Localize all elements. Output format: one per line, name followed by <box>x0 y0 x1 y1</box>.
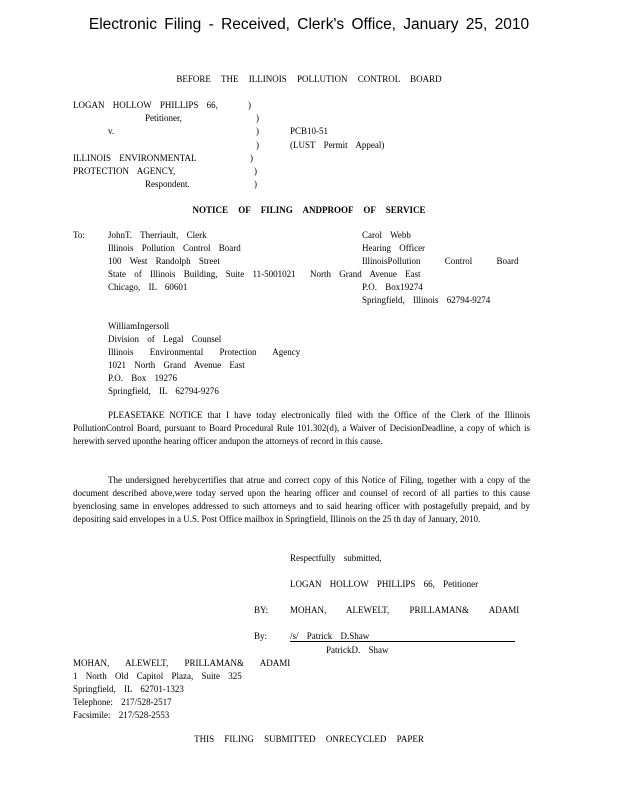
addressee-3-line: Illinois Environmental Protection Agency <box>108 347 301 357</box>
addressee-3-line: Division of Legal Counsel <box>108 334 222 344</box>
case-number: PCB10-51 <box>290 126 329 136</box>
party-name: LOGAN HOLLOW PHILLIPS 66, Petitioner <box>290 579 479 589</box>
addressee-3-line: Springfield, IL 62794-9276 <box>108 386 219 396</box>
addressee-2-line: Springfield, Illinois 62794-9274 <box>362 295 491 305</box>
respondent-name-1: ILLINOIS ENVIRONMENTAL <box>73 153 197 163</box>
footer-note: THIS FILING SUBMITTED ONRECYCLED PAPER <box>194 734 424 744</box>
respondent-name-2: PROTECTION AGENCY, <box>73 166 176 176</box>
petitioner-name: LOGAN HOLLOW PHILLIPS 66, <box>73 100 218 110</box>
addressee-2-line: IllinoisPollution Control Board <box>362 256 519 266</box>
caption-paren: ) <box>256 113 259 123</box>
addressee-1-line: 100 West Randolph Street <box>108 256 220 266</box>
caption-paren: ) <box>254 179 257 189</box>
court-title: BEFORE THE ILLINOIS POLLUTION CONTROL BOARD <box>176 74 442 84</box>
signature-line <box>290 641 515 642</box>
addressee-3-line: 1021 North Grand Avenue East <box>108 360 245 370</box>
to-label: To: <box>73 230 85 240</box>
addressee-3-line: P.O. Box 19276 <box>108 373 178 383</box>
addressee-1-line: Illinois Pollution Control Board <box>108 243 241 253</box>
notice-paragraph: PLEASETAKE NOTICE that I have today electronically filed with the Office of the Clerk of the Illinois PollutionControl Board, pursuant to Board Procedural Rule 101.302(d), a Waiver of DecisionDeadline, a copy of which is herewith served uponthe hearing officer andupon the attorneys of record in this cause. <box>73 410 530 446</box>
addressee-1-tail: North Grand Avenue East <box>310 269 421 279</box>
by-label: BY: <box>254 605 269 615</box>
firm-block-line: Telephone: 217/528-2517 <box>73 697 172 707</box>
addressee-3-line: WilliamIngersoll <box>108 321 170 331</box>
versus: v. <box>108 126 115 136</box>
addressee-1-line: JohnT. Therriault, Clerk <box>108 230 207 240</box>
filing-stamp: Electronic Filing - Received, Clerk's Office, January 25, 2010 <box>88 16 530 33</box>
caption-paren: ) <box>248 100 251 110</box>
notice-title: NOTICE OF FILING ANDPROOF OF SERVICE <box>192 205 426 215</box>
caption-paren: ) <box>256 140 259 150</box>
by-label-2: By: <box>254 631 268 641</box>
respondent-role: Respondent. <box>145 179 190 189</box>
certification-paragraph: The undersigned herebycertifies that atrue and correct copy of this Notice of Filing, together with a copy of the document described above,were today served upon the hearing officer and counsel of record of all parties to this cause byenclosing same in envelopes addressed to such attorneys and to said hearing officer with postagefully prepaid, and by depositing said envelopes in a U.S. Post Office mailbox in Springfield, Illinois on the 25 th day of January, 2010. <box>73 475 530 524</box>
caption-paren: ) <box>250 153 253 163</box>
closing: Respectfully submitted, <box>290 553 382 563</box>
addressee-2-line: Hearing Officer <box>362 243 426 253</box>
firm-block-line: Springfield, IL 62701-1323 <box>73 684 184 694</box>
caption-paren: ) <box>254 166 257 176</box>
addressee-1-line: State of Illinois Building, Suite 11-5001021 <box>108 269 296 279</box>
firm-block-line: Facsimile: 217/528-2553 <box>73 710 170 720</box>
firm-block-line: 1 North Old Capitol Plaza, Suite 325 <box>73 671 242 681</box>
electronic-signature: /s/ Patrick D.Shaw <box>290 631 370 641</box>
addressee-2-line: Carol Webb <box>362 230 411 240</box>
petitioner-role: Petitioner, <box>145 113 182 123</box>
firm-block-line: MOHAN, ALEWELT, PRILLAMAN& ADAMI <box>73 658 291 668</box>
firm-name: MOHAN, ALEWELT, PRILLAMAN& ADAMI <box>290 605 520 615</box>
addressee-1-line: Chicago, IL 60601 <box>108 282 188 292</box>
addressee-2-line: P.O. Box19274 <box>362 282 423 292</box>
signer-printed-name: PatrickD. Shaw <box>326 645 389 655</box>
caption-paren: ) <box>256 126 259 136</box>
case-type: (LUST Permit Appeal) <box>290 140 385 150</box>
